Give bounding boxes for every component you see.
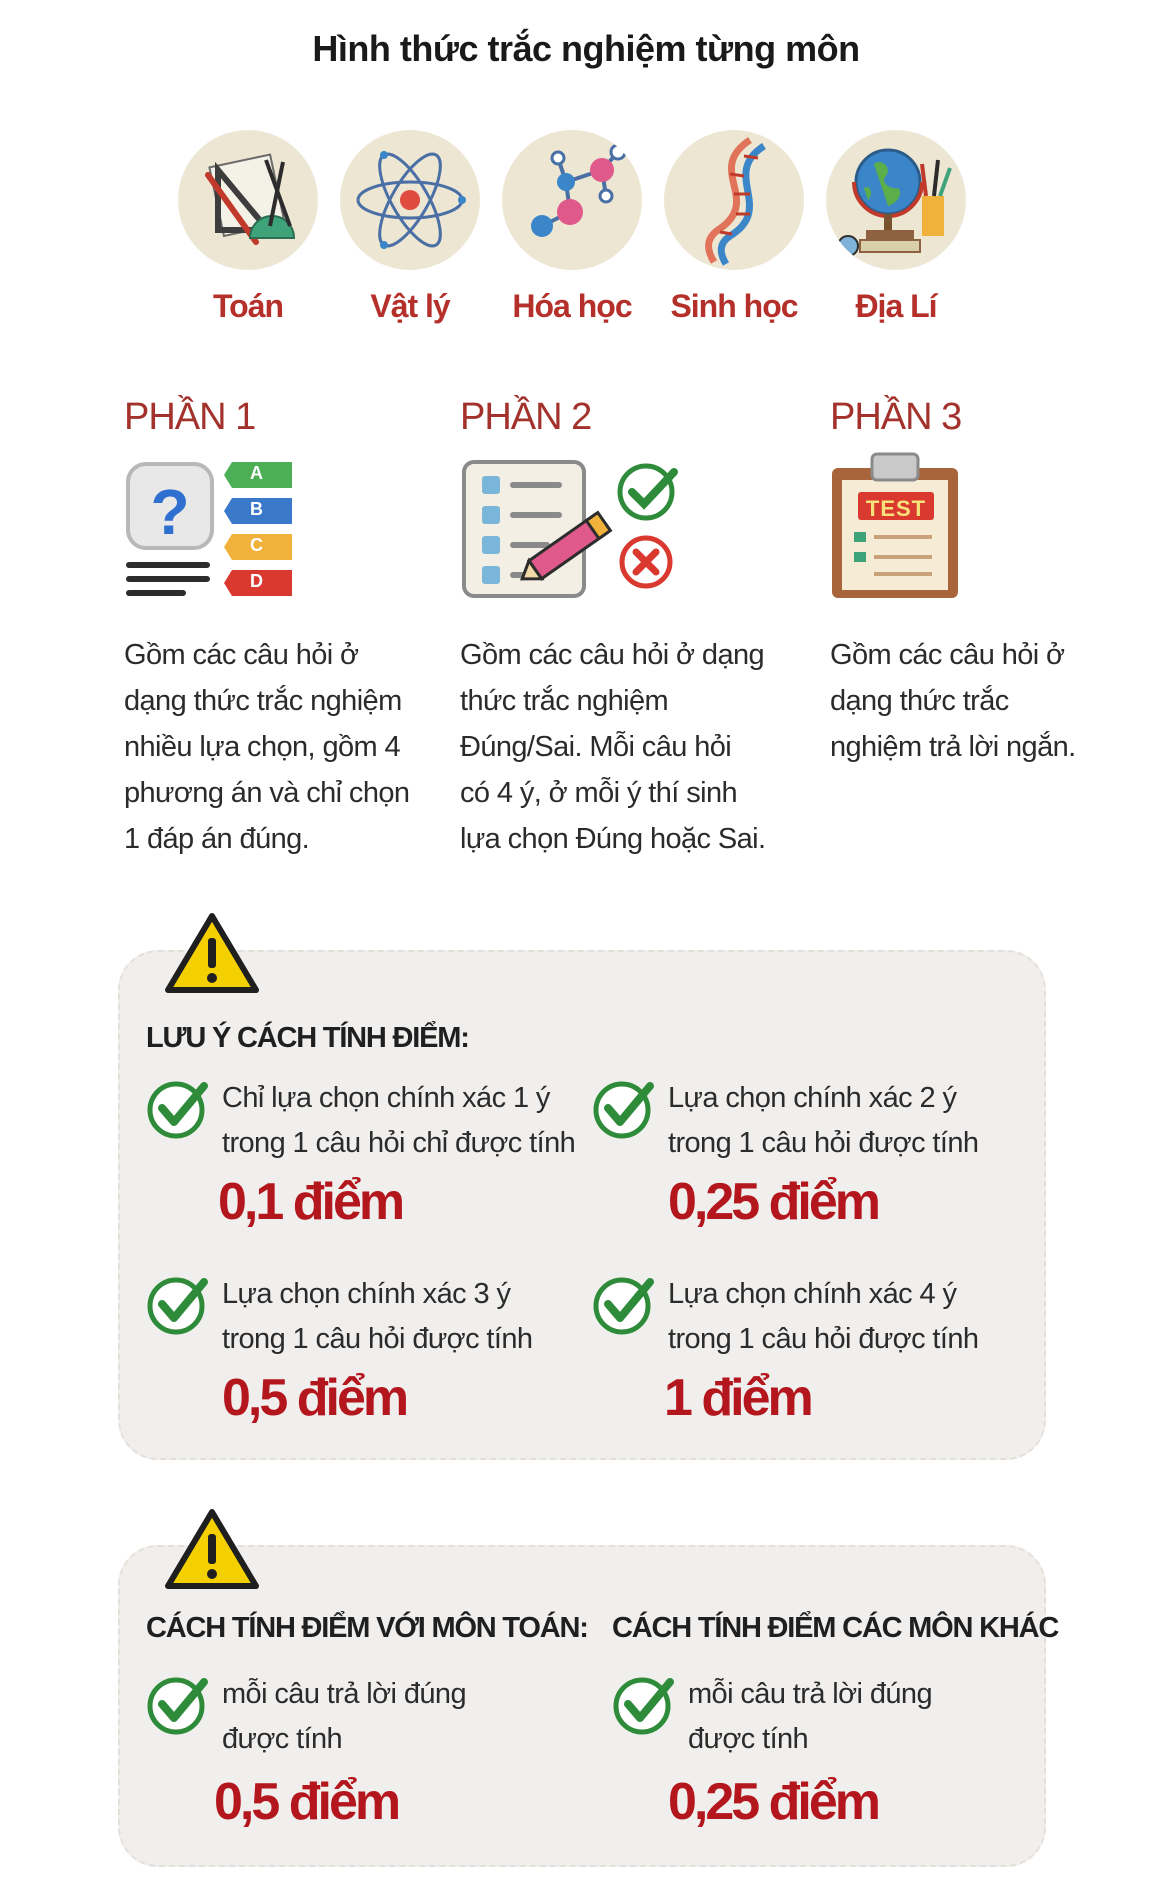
desc-line: nghiệm trả lời ngắn. bbox=[830, 731, 1076, 763]
warning-icon bbox=[164, 1508, 260, 1595]
part-1 bbox=[124, 396, 444, 876]
desc-line: phương án và chỉ chọn bbox=[124, 777, 410, 809]
rule-line: Lựa chọn chính xác 2 ý bbox=[668, 1082, 957, 1114]
math-tools-icon bbox=[178, 130, 318, 270]
rule-line: trong 1 câu hỏi được tính bbox=[668, 1127, 979, 1159]
part-3 bbox=[830, 396, 1130, 876]
checklist-true-false-icon bbox=[460, 458, 690, 605]
part-2 bbox=[460, 396, 800, 876]
rule-score: 0,5 điểm bbox=[222, 1369, 407, 1427]
desc-line: Gồm các câu hỏi ở bbox=[830, 639, 1065, 671]
scoring-rule-4 bbox=[592, 1272, 1032, 1442]
rule-line: được tính bbox=[688, 1723, 809, 1755]
option-a: A bbox=[250, 463, 263, 483]
check-icon bbox=[146, 1272, 210, 1336]
rule-line: Lựa chọn chính xác 4 ý bbox=[668, 1278, 957, 1310]
part-heading: PHẦN 3 bbox=[830, 396, 962, 438]
dna-icon bbox=[664, 130, 804, 270]
rule-line: Chỉ lựa chọn chính xác 1 ý bbox=[222, 1082, 550, 1114]
desc-line: nhiều lựa chọn, gồm 4 bbox=[124, 731, 401, 763]
scoring-rule-2 bbox=[592, 1076, 1032, 1246]
desc-line: thức trắc nghiệm bbox=[460, 685, 669, 717]
subject-biology bbox=[664, 130, 804, 325]
subject-label: Hóa học bbox=[512, 288, 632, 324]
rule-line: mỗi câu trả lời đúng bbox=[222, 1678, 466, 1710]
rule-score: 0,25 điểm bbox=[668, 1173, 879, 1231]
subject-label: Sinh học bbox=[670, 288, 798, 324]
rule-line: mỗi câu trả lời đúng bbox=[688, 1678, 932, 1710]
rule-score: 0,5 điểm bbox=[214, 1773, 399, 1831]
subject-math bbox=[178, 130, 318, 325]
rule-text bbox=[222, 1272, 532, 1362]
rule-text bbox=[688, 1672, 932, 1762]
page-title: Hình thức trắc nghiệm từng môn bbox=[312, 28, 860, 69]
globe-icon bbox=[826, 130, 966, 270]
desc-line: Đúng/Sai. Mỗi câu hỏi bbox=[460, 731, 732, 763]
rule-line: trong 1 câu hỏi chỉ được tính bbox=[222, 1127, 576, 1159]
option-c: C bbox=[250, 535, 263, 555]
other-scoring-heading: CÁCH TÍNH ĐIỂM CÁC MÔN KHÁC bbox=[612, 1612, 1059, 1644]
part-heading: PHẦN 1 bbox=[124, 396, 256, 438]
subject-chemistry bbox=[502, 130, 642, 325]
rule-score: 1 điểm bbox=[664, 1369, 811, 1427]
check-icon bbox=[592, 1076, 656, 1140]
rule-text bbox=[668, 1076, 978, 1166]
math-scoring-rule bbox=[146, 1672, 586, 1852]
rule-text bbox=[222, 1076, 575, 1166]
subject-label: Địa Lí bbox=[855, 288, 937, 324]
part-description bbox=[460, 632, 800, 862]
rule-text bbox=[222, 1672, 466, 1762]
warning-icon bbox=[164, 912, 260, 999]
desc-line: dạng thức trắc bbox=[830, 685, 1009, 717]
option-b: B bbox=[250, 499, 263, 519]
subject-label: Toán bbox=[212, 288, 284, 324]
rule-line: trong 1 câu hỏi được tính bbox=[668, 1323, 979, 1355]
part-description bbox=[830, 632, 1130, 770]
desc-line: Gồm các câu hỏi ở dạng bbox=[460, 639, 765, 671]
check-icon bbox=[146, 1076, 210, 1140]
rule-text bbox=[668, 1272, 978, 1362]
desc-line: Gồm các câu hỏi ở bbox=[124, 639, 359, 671]
subject-label: Vật lý bbox=[370, 288, 450, 324]
rule-score: 0,1 điểm bbox=[218, 1173, 403, 1231]
subject-geography bbox=[826, 130, 966, 325]
test-badge: TEST bbox=[865, 496, 927, 521]
subject-physics bbox=[340, 130, 480, 325]
check-icon bbox=[146, 1672, 210, 1736]
desc-line: có 4 ý, ở mỗi ý thí sinh bbox=[460, 777, 738, 809]
part-heading: PHẦN 2 bbox=[460, 396, 592, 438]
molecule-icon bbox=[502, 130, 642, 270]
scoring-heading: LƯU Ý CÁCH TÍNH ĐIỂM: bbox=[146, 1022, 469, 1054]
desc-line: dạng thức trắc nghiệm bbox=[124, 685, 402, 717]
rule-score: 0,25 điểm bbox=[668, 1773, 879, 1831]
check-icon bbox=[612, 1672, 676, 1736]
other-scoring-rule bbox=[612, 1672, 1032, 1852]
option-d: D bbox=[250, 571, 263, 591]
rule-line: trong 1 câu hỏi được tính bbox=[222, 1323, 533, 1355]
math-scoring-heading: CÁCH TÍNH ĐIỂM VỚI MÔN TOÁN: bbox=[146, 1612, 588, 1644]
rule-line: được tính bbox=[222, 1723, 343, 1755]
part-description bbox=[124, 632, 454, 862]
rule-line: Lựa chọn chính xác 3 ý bbox=[222, 1278, 511, 1310]
desc-line: 1 đáp án đúng. bbox=[124, 823, 310, 855]
atom-icon bbox=[340, 130, 480, 270]
scoring-rule-3 bbox=[146, 1272, 586, 1442]
test-clipboard-icon bbox=[830, 450, 960, 605]
svg-text:?: ? bbox=[150, 476, 190, 548]
multiple-choice-icon bbox=[124, 458, 304, 603]
scoring-rule-1 bbox=[146, 1076, 586, 1246]
check-icon bbox=[592, 1272, 656, 1336]
desc-line: lựa chọn Đúng hoặc Sai. bbox=[460, 823, 766, 855]
